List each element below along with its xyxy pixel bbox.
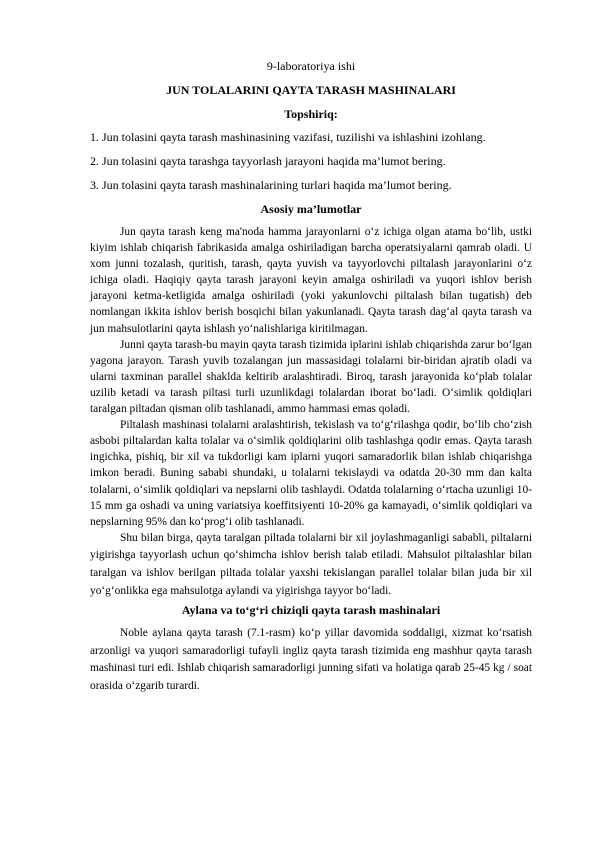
basic-info-paragraph-2: Junni qayta tarash-bu mayin qayta tarash tizimida iplarini ishlab chiqarishda zarur bo‘lgan yagona jarayon. Tarash yuvib tozalangan jun massasidagi tolalarni bir-biridan ajratib oladi va ularni taxminan parallel shaklda keltirib aralashtiradi. Biroq, tarash jarayonida ko‘plab tolalar uzilib ketadi va tarash piltasi turli uzunlikdagi tolalardan iborat bo‘ladi. O‘simlik qoldiqlari taralgan piltadan qisman olib tashlanadi, ammo hammasi emas qoladi. [90,338,532,416]
assignment-item-1: 1. Jun tolasini qayta tarash mashinasining vazifasi, tuzilishi va ishlashini izohlang. [90,130,486,144]
assignment-item-3: 3. Jun tolasini qayta tarash mashinalarining turlari haqida ma’lumot bering. [90,178,452,192]
basic-info-paragraph-3: Piltalash mashinasi tolalarni aralashtirish, tekislash va to‘g‘rilashga qodir, bo‘lib cho‘zish asbobi piltalardan kalta tolalar va o‘simlik qoldiqlarini olib tashlashga qodir emas. Qayta tarash ingichka, pishiq, bir xil va tukdorligi kam iplarni yuqori samaradorlik bilan ishlab chiqarishga imkon beradi. Buning sababi shundaki, u tolalarni tekislaydi va odatda 20-30 mm dan kalta tolalarni, o‘simlik qoldiqlari va nepslarni olib tashlaydi. Odatda tolalarning o‘rtacha uzunligi 10-15 mm ga oshadi va uning variatsiya koeffitsiyenti 10-20% ga kamayadi, o‘simlik qoldiqlari va nepslarning 95% dan ko‘prog‘i olib tashlanadi. [90,419,532,528]
assignment-item-2: 2. Jun tolasini qayta tarashga tayyorlash jarayoni haqida ma’lumot bering. [90,154,446,168]
document-title: JUN TOLALARINI QAYTA TARASH MASHINALARI [166,83,456,97]
basic-info-paragraph-1: Jun qayta tarash keng ma'noda hamma jarayonlarni o‘z ichiga olgan atama bo‘lib, ustki kiyim ishlab chiqarish fabrikasida amalga oshiriladigan barcha operatsiyalarni qamrab oladi. U xom junni tozalash, quritish, tarash, qayta yuvish va tayyorlovchi piltalash jarayonlarini o‘z ichiga oladi. Haqiqiy qayta tarash jarayoni keyin amalga oshiriladi va yuqori ishlov berish jarayoni ketma-ketligida amalga oshiriladi (yoki yakunlovchi piltalash bilan tugatish) deb nomlangan ikkita ishlov berish bosqichi bilan yakunlanadi. Qayta tarash dag‘al qayta tarash va jun mahsulotlarini qayta ishlash yo‘nalishlariga kiritilmagan. [90,226,532,335]
basic-info-heading: Asosiy ma’lumotlar [260,202,362,216]
basic-info-paragraph-4: Shu bilan birga, qayta taralgan piltada tolalarni bir xil joylashmaganligi sababli, piltalarni yigirishga tayyorlash uchun qo‘shimcha ishlov berish talab etiladi. Mahsulot piltalashlar bilan taralgan va ishlov berilgan piltada tolalar yaxshi tekislangan parallel tolalar bilan juda bir xil yo‘g‘onlikka ega mahsulotga aylandi va yigirishga tayyor bo‘ladi. [90,531,532,597]
assignment-heading: Topshiriq: [284,107,338,121]
machines-heading: Aylana va to‘g‘ri chiziqli qayta tarash mashinalari [181,603,441,618]
machines-paragraph-1: Noble aylana qayta tarash (7.1-rasm) ko‘p yillar davomida soddaligi, xizmat ko‘rsatish arzonligi va yuqori samaradorligi tufayli ingliz qayta tarash tizimida eng mashhur qayta tarash mashinasi turi edi. Ishlab chiqarish samaradorligi junning sifati va holatiga qarab 25-45 kg / soat orasida o‘zgarib turardi. [90,627,532,692]
document-page [90,58,532,696]
lab-number: 9-laboratoriya ishi [266,59,356,73]
